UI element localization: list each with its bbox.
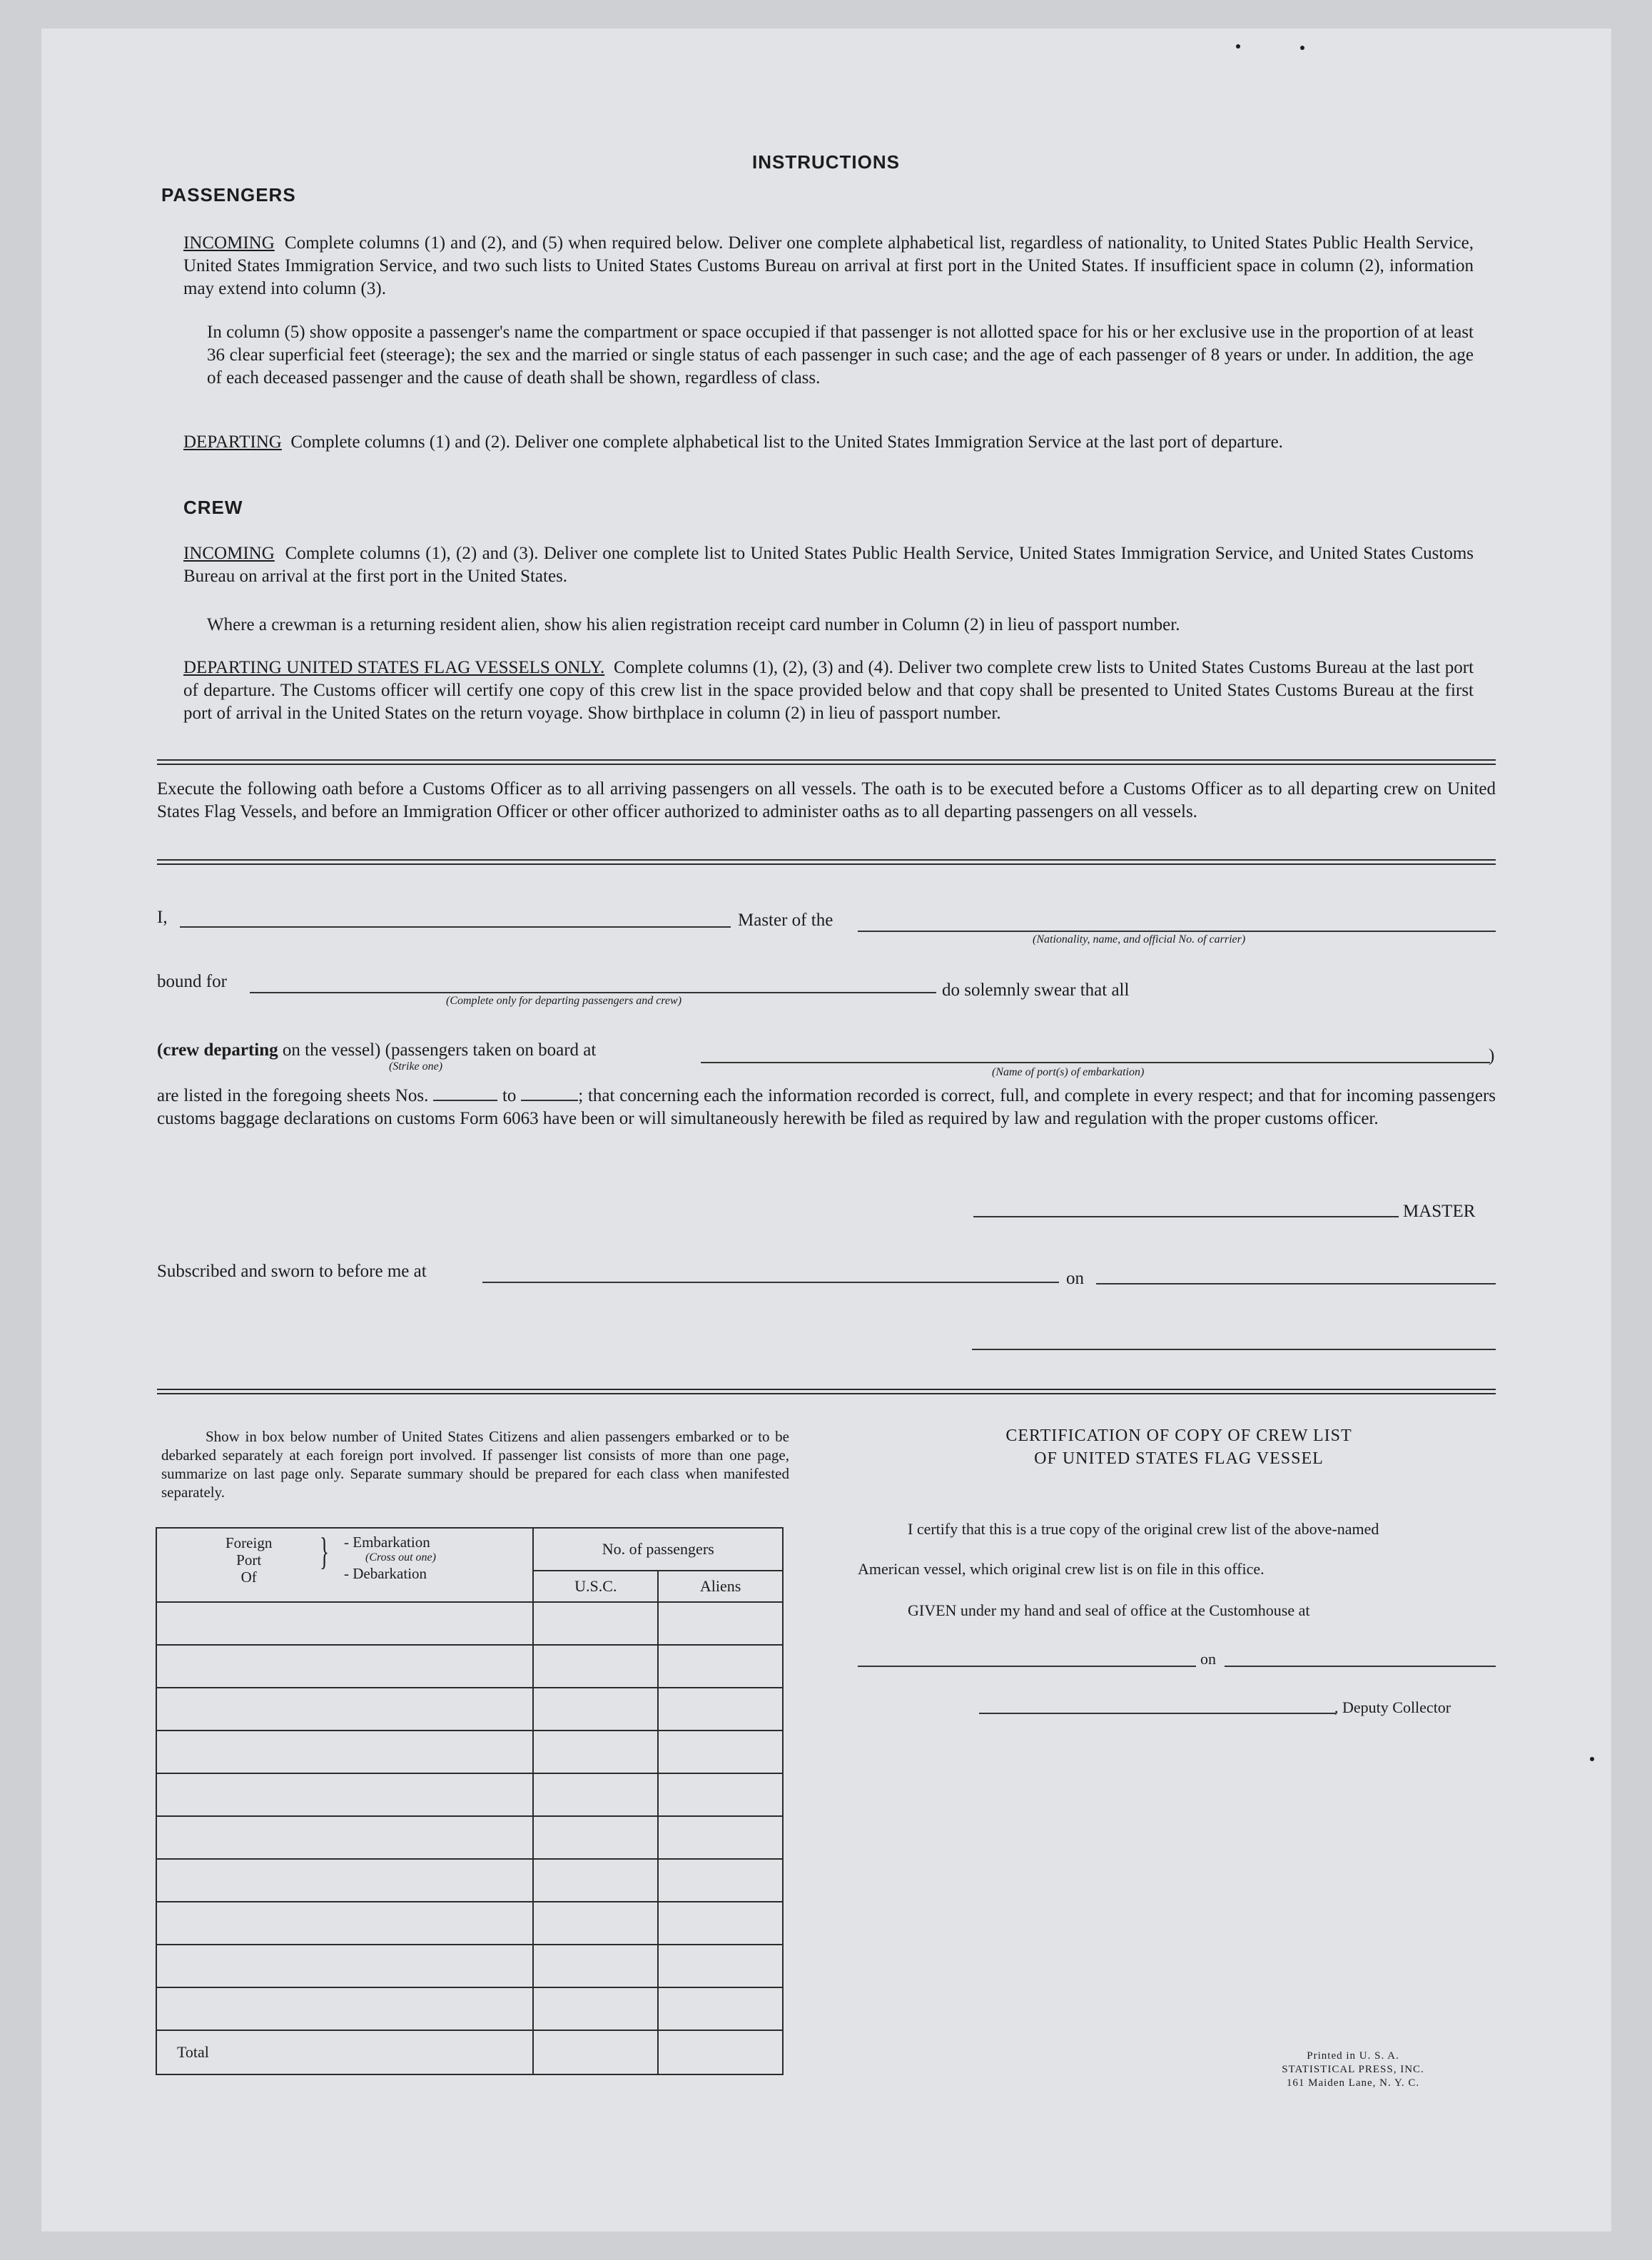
table-row	[156, 1859, 783, 1902]
subscribed-on-label: on	[1066, 1269, 1084, 1288]
of-label: Of	[240, 1569, 257, 1586]
foreign-label: Foreign	[225, 1534, 273, 1551]
brace-icon: }	[320, 1530, 329, 1573]
section-divider	[157, 859, 1496, 865]
section-divider	[157, 1389, 1496, 1394]
bound-for-label: bound for	[157, 972, 227, 991]
printer-line1: Printed in U. S. A.	[1307, 2050, 1399, 2062]
usc-cell[interactable]	[533, 1987, 658, 2030]
port-cell[interactable]	[156, 1902, 533, 1945]
oath-i-label: I,	[157, 908, 168, 927]
speck-mark	[1300, 46, 1304, 50]
port-hint: (Name of port(s) of embarkation)	[992, 1066, 1145, 1078]
subscribed-date-field[interactable]	[1096, 1283, 1496, 1284]
debarkation-option[interactable]: - Debarkation	[344, 1565, 427, 1582]
certify-line1: I certify that this is a true copy of the original crew list of the above-named	[908, 1520, 1379, 1538]
strike-line	[157, 1040, 596, 1060]
customhouse-place-field[interactable]	[858, 1666, 1196, 1667]
bound-for-hint: (Complete only for departing passengers and crew)	[446, 995, 682, 1007]
table-row	[156, 1688, 783, 1731]
strike-hint: (Strike one)	[389, 1060, 443, 1073]
oath-statement-text: ; that concerning each the information recorded is correct, full, and complete in every respect; and that for incoming passengers customs baggage declarations on customs Form 6063 have been or will simultaneously herewith be filed as required by law and regulation with the proper customs officer.	[157, 1086, 1496, 1128]
aliens-cell[interactable]	[658, 1902, 783, 1945]
master-label: MASTER	[1403, 1202, 1476, 1221]
table-header-row	[156, 1528, 783, 1571]
port-label: Port	[236, 1551, 262, 1569]
usc-cell[interactable]	[533, 1645, 658, 1688]
table-row	[156, 1773, 783, 1816]
port-cell[interactable]	[156, 1945, 533, 1987]
table-row	[156, 1987, 783, 2030]
aliens-cell[interactable]	[658, 1773, 783, 1816]
certification-title	[858, 1424, 1500, 1470]
officer-signature-field[interactable]	[972, 1349, 1496, 1350]
speck-mark	[1236, 44, 1240, 49]
passengers-incoming-label: INCOMING	[183, 233, 275, 253]
certification-date-field[interactable]	[1225, 1666, 1496, 1667]
aliens-header: Aliens	[658, 1571, 783, 1602]
crew-incoming-text: Complete columns (1), (2) and (3). Deliver one complete list to United States Public Health Service, United States Immigration Service, and United States Customs Bureau on arrival at the first port in the United States.	[183, 544, 1474, 586]
aliens-cell[interactable]	[658, 1645, 783, 1688]
embarkation-option[interactable]: - Embarkation	[344, 1534, 430, 1551]
section-divider	[157, 759, 1496, 765]
crew-departing-paragraph	[183, 657, 1474, 725]
usc-header: U.S.C.	[533, 1571, 658, 1602]
on-vessel-label: on the vessel)	[282, 1040, 381, 1060]
usc-cell[interactable]	[533, 1688, 658, 1731]
embark-debark-options	[344, 1534, 436, 1581]
aliens-cell[interactable]	[658, 1602, 783, 1645]
passengers-heading: PASSENGERS	[161, 184, 296, 206]
passengers-option: (passengers taken on board at	[385, 1040, 597, 1060]
port-cell[interactable]	[156, 1987, 533, 2030]
certification-title-line2: OF UNITED STATES FLAG VESSEL	[1034, 1449, 1324, 1468]
embarkation-port-field[interactable]	[701, 1062, 1490, 1063]
usc-total-cell[interactable]	[533, 2030, 658, 2074]
usc-cell[interactable]	[533, 1731, 658, 1773]
usc-cell[interactable]	[533, 1773, 658, 1816]
usc-cell[interactable]	[533, 1902, 658, 1945]
table-row	[156, 1645, 783, 1688]
printer-line3: 161 Maiden Lane, N. Y. C.	[1286, 2077, 1420, 2089]
aliens-cell[interactable]	[658, 1945, 783, 1987]
aliens-cell[interactable]	[658, 1987, 783, 2030]
certify-line2: American vessel, which original crew list is on file in this office.	[858, 1560, 1265, 1578]
oath-statement	[157, 1085, 1496, 1130]
close-paren: )	[1489, 1046, 1495, 1065]
table-row	[156, 1945, 783, 1987]
foreign-port-label	[225, 1534, 272, 1586]
usc-cell[interactable]	[533, 1602, 658, 1645]
carrier-hint: (Nationality, name, and official No. of carrier)	[1033, 933, 1246, 946]
swear-label: do solemnly swear that all	[942, 980, 1130, 1000]
table-row	[156, 1816, 783, 1859]
aliens-cell[interactable]	[658, 1859, 783, 1902]
no-passengers-header: No. of passengers	[533, 1528, 783, 1571]
to-label: to	[502, 1086, 517, 1105]
deputy-signature-field[interactable]	[979, 1713, 1336, 1714]
sheet-to-field[interactable]	[521, 1085, 578, 1101]
table-row	[156, 1902, 783, 1945]
given-text: GIVEN under my hand and seal of office at the Customhouse at	[908, 1601, 1310, 1619]
master-of-label: Master of the	[738, 911, 833, 930]
aliens-cell[interactable]	[658, 1688, 783, 1731]
port-cell[interactable]	[156, 1859, 533, 1902]
sheet-from-field[interactable]	[433, 1085, 497, 1101]
subscribed-place-field[interactable]	[482, 1282, 1059, 1283]
subscribed-label: Subscribed and sworn to before me at	[157, 1262, 427, 1281]
port-cell[interactable]	[156, 1645, 533, 1688]
certification-on-label: on	[1200, 1650, 1216, 1668]
foreign-port-header	[156, 1528, 533, 1602]
master-name-field[interactable]	[180, 926, 731, 928]
crew-departing-text: Complete columns (1), (2), (3) and (4). Deliver two complete crew lists to United States Customs Bureau at the last port of departure. The Customs officer will certify one copy of this crew list in the space provided below and that copy shall be presented to United States Customs Bureau at the first port of arrival in the United States on the return voyage. Show birthplace in column (2) in lieu of passport number.	[183, 658, 1474, 723]
passengers-departing-text: Complete columns (1) and (2). Deliver one complete alphabetical list to the United States Immigration Service at the last port of departure.	[290, 432, 1283, 452]
total-row	[156, 2030, 783, 2074]
summary-instruction: Show in box below number of United States Citizens and alien passengers embarked or to be debarked separately at each foreign port involved. If passenger list consists of more than one page, summarize on last page only. Separate summary should be prepared for each class when manifested separately.	[161, 1428, 789, 1501]
port-cell[interactable]	[156, 1688, 533, 1731]
port-cell[interactable]	[156, 1773, 533, 1816]
passengers-incoming-paragraph	[183, 232, 1474, 300]
deputy-collector-label: , Deputy Collector	[1334, 1698, 1451, 1716]
port-cell[interactable]	[156, 1816, 533, 1859]
aliens-cell[interactable]	[658, 1731, 783, 1773]
listed-label: are listed in the foregoing sheets Nos.	[157, 1086, 429, 1105]
port-cell[interactable]	[156, 1602, 533, 1645]
usc-cell[interactable]	[533, 1945, 658, 1987]
passengers-incoming-text: Complete columns (1) and (2), and (5) when required below. Deliver one complete alphabetical list, regardless of nationality, to United States Public Health Service, United States Immigration Service, and two such lists to United States Customs Bureau on arrival at first port in the United States. If insufficient space in column (2), information may extend into column (3).	[183, 233, 1474, 298]
page-title: INSTRUCTIONS	[752, 151, 900, 173]
crew-departing-label: DEPARTING UNITED STATES FLAG VESSELS ONLY.	[183, 658, 605, 677]
aliens-cell[interactable]	[658, 1816, 783, 1859]
carrier-field[interactable]	[858, 931, 1496, 932]
usc-cell[interactable]	[533, 1859, 658, 1902]
printer-imprint	[1246, 2049, 1460, 2090]
crew-resident-paragraph: Where a crewman is a returning resident alien, show his alien registration receipt card number in Column (2) in lieu of passport number.	[207, 615, 1180, 634]
port-cell[interactable]	[156, 1731, 533, 1773]
passengers-departing-paragraph	[183, 431, 1474, 454]
cross-out-hint: (Cross out one)	[365, 1551, 436, 1564]
passengers-column5-paragraph: In column (5) show opposite a passenger's name the compartment or space occupied if that passenger is not allotted space for his or her exclusive use in the proportion of at least 36 clear superficial feet (steerage); the sex and the married or single status of each passenger in such case; and the age of each passenger of 8 years or under. In addition, the age of each deceased passenger and the cause of death shall be shown, regardless of class.	[207, 323, 1474, 387]
crew-incoming-paragraph	[183, 542, 1474, 588]
oath-instruction: Execute the following oath before a Customs Officer as to all arriving passengers on all vessels. The oath is to be executed before a Customs Officer as to all departing crew on United States Flag Vessels, and before an Immigration Officer or other officer authorized to administer oaths as to all departing passengers on all vessels.	[157, 779, 1496, 821]
printer-line2: STATISTICAL PRESS, INC.	[1282, 2064, 1424, 2075]
passengers-departing-label: DEPARTING	[183, 432, 282, 452]
bound-for-field[interactable]	[250, 992, 936, 993]
certification-title-line1: CERTIFICATION OF COPY OF CREW LIST	[1005, 1427, 1352, 1445]
crew-departing-option: (crew departing	[157, 1040, 278, 1060]
crew-heading: CREW	[183, 497, 243, 518]
total-label: Total	[156, 2030, 533, 2074]
aliens-total-cell[interactable]	[658, 2030, 783, 2074]
passenger-summary-table	[156, 1527, 784, 2075]
table-row	[156, 1602, 783, 1645]
crew-incoming-label: INCOMING	[183, 544, 275, 563]
usc-cell[interactable]	[533, 1816, 658, 1859]
master-signature-field[interactable]	[973, 1216, 1399, 1217]
table-row	[156, 1731, 783, 1773]
speck-mark	[1590, 1757, 1594, 1761]
